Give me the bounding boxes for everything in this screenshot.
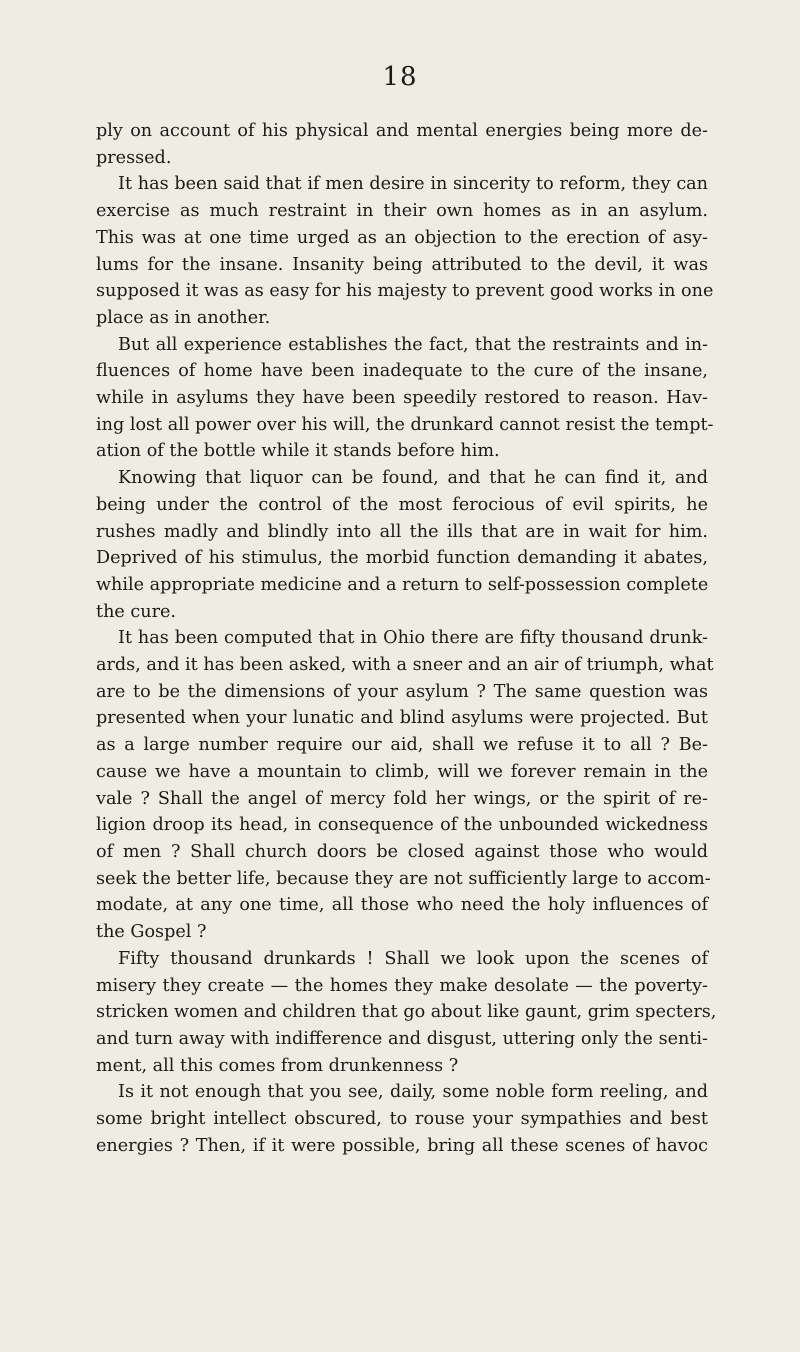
text-line: ation of the bottle while it stands before him. bbox=[96, 441, 500, 462]
text-line: the cure. bbox=[96, 601, 177, 622]
paragraph bbox=[96, 171, 714, 331]
text-line: It has been computed that in Ohio there are fifty thousand drunk- bbox=[118, 628, 708, 649]
paragraph bbox=[96, 946, 717, 1080]
text-line: while in asylums they have been speedily restored to reason. Hav- bbox=[96, 388, 708, 409]
paragraph bbox=[96, 332, 714, 466]
text-line: Knowing that liquor can be found, and that he can find it, and bbox=[118, 468, 708, 489]
text-line: place as in another. bbox=[96, 307, 271, 328]
text-line: ment, all this comes from drunkenness ? bbox=[96, 1055, 459, 1076]
text-line: This was at one time urged as an objection to the erection of asy- bbox=[96, 227, 708, 248]
text-line: Is it not enough that you see, daily, some noble form reeling, and bbox=[118, 1082, 708, 1103]
text-line: seek the better life, because they are not sufficiently large to accom- bbox=[96, 868, 711, 889]
text-line: as a large number require our aid, shall we refuse it to all ? Be- bbox=[96, 735, 708, 756]
page-number: 18 bbox=[382, 62, 418, 92]
text-line: lums for the insane. Insanity being attributed to the devil, it was bbox=[96, 254, 708, 275]
text-line: It has been said that if men desire in sincerity to reform, they can bbox=[118, 174, 708, 195]
paragraph bbox=[96, 118, 708, 171]
text-line: But all experience establishes the fact, that the restraints and in- bbox=[118, 334, 708, 355]
text-line: presented when your lunatic and blind asylums were projected. But bbox=[96, 708, 708, 729]
text-line: pressed. bbox=[96, 147, 172, 168]
paragraph bbox=[96, 1079, 708, 1159]
text-line: ing lost all power over his will, the drunkard cannot resist the tempt- bbox=[96, 414, 714, 435]
text-line: Deprived of his stimulus, the morbid function demanding it abates, bbox=[96, 548, 708, 569]
text-line: supposed it was as easy for his majesty to prevent good works in one bbox=[96, 281, 714, 302]
text-line: fluences of home have been inadequate to the cure of the insane, bbox=[96, 361, 708, 382]
paragraph bbox=[96, 625, 714, 945]
text-line: modate, at any one time, all those who need the holy influences of bbox=[96, 895, 708, 916]
text-line: being under the control of the most ferocious of evil spirits, he bbox=[96, 494, 708, 515]
text-line: ply on account of his physical and mental energies being more de- bbox=[96, 121, 708, 141]
text-line: and turn away with indifference and disgust, uttering only the senti- bbox=[96, 1028, 708, 1049]
text-line: rushes madly and blindly into all the ills that are in wait for him. bbox=[96, 521, 708, 542]
text-line: stricken women and children that go about like gaunt, grim specters, bbox=[96, 1002, 717, 1023]
text-line: vale ? Shall the angel of mercy fold her wings, or the spirit of re- bbox=[96, 788, 708, 809]
text-line: while appropriate medicine and a return to self-possession complete bbox=[96, 574, 709, 595]
text-line: misery they create — the homes they make desolate — the poverty- bbox=[96, 975, 708, 996]
text-line: some bright intellect obscured, to rouse your sympathies and best bbox=[96, 1109, 708, 1130]
text-line: Fifty thousand drunkards ! Shall we look upon the scenes of bbox=[118, 948, 708, 969]
body-text bbox=[96, 118, 717, 1159]
text-line: exercise as much restraint in their own homes as in an asylum. bbox=[96, 201, 708, 222]
text-line: the Gospel ? bbox=[96, 922, 207, 943]
text-line: are to be the dimensions of your asylum ? The same question was bbox=[96, 681, 708, 702]
paragraph bbox=[96, 465, 708, 625]
text-line: of men ? Shall church doors be closed against those who would bbox=[96, 841, 708, 862]
text-line: ligion droop its head, in consequence of the unbounded wickedness bbox=[96, 815, 708, 836]
text-line: energies ? Then, if it were possible, bring all these scenes of havoc bbox=[96, 1135, 708, 1156]
text-line: cause we have a mountain to climb, will we forever remain in the bbox=[96, 761, 708, 782]
text-line: ards, and it has been asked, with a sneer and an air of triumph, what bbox=[96, 655, 714, 676]
